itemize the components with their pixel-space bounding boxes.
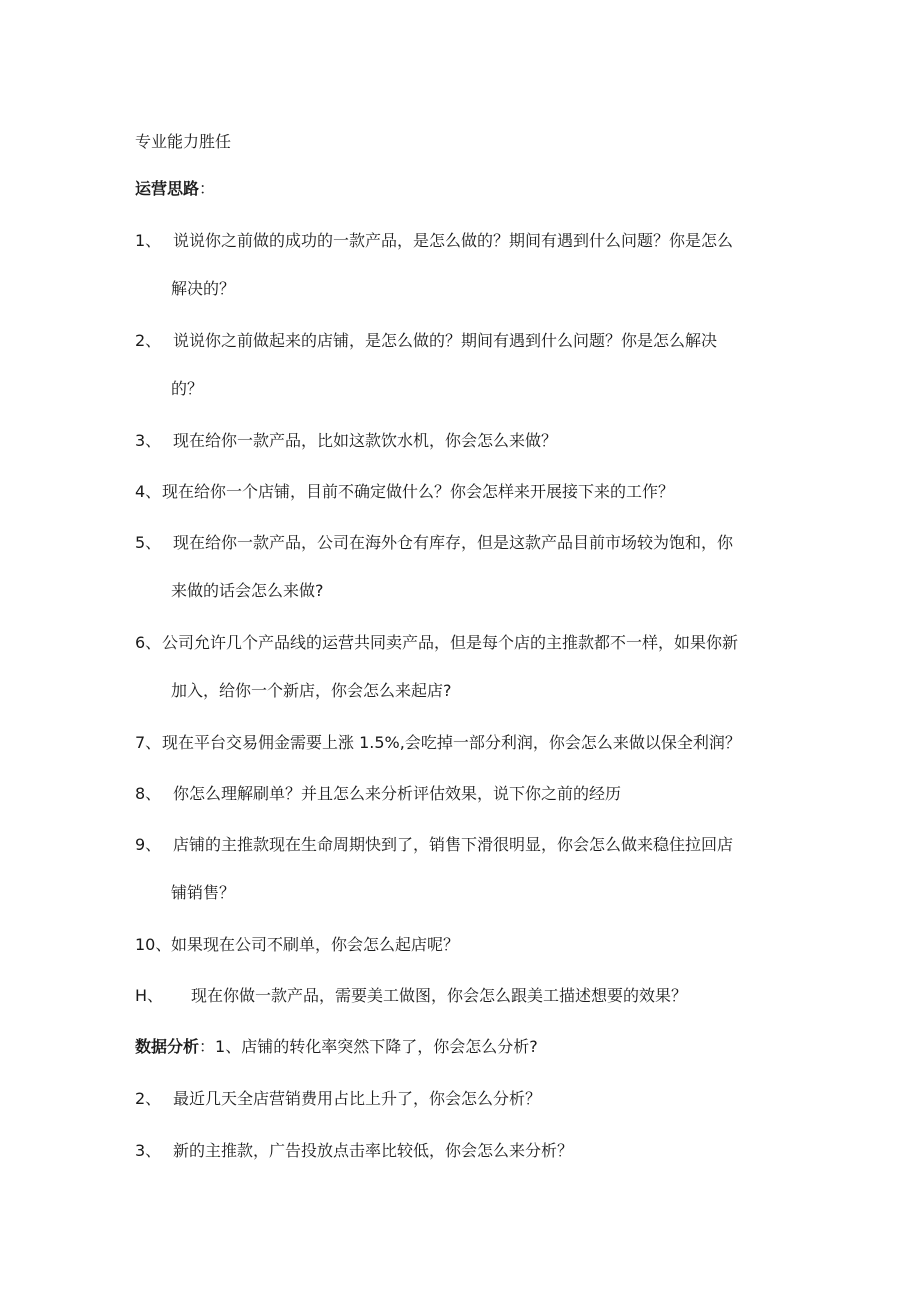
list-item [135,732,741,754]
section-label-data [135,1036,538,1058]
section-label-ops [135,178,215,200]
data-label-suffix: ： [199,1037,216,1056]
list-item [135,330,717,352]
item-text: 新的主推款，广告投放点击率比较低，你会怎么来分析？ [173,1141,574,1160]
item-text: 现在给你一个店铺，目前不确定做什么？你会怎样来开展接下来的工作？ [162,482,675,501]
item-number: 1、 [135,231,162,250]
item-continuation: 加入，给你一个新店，你会怎么来起店? [171,681,452,700]
item-number: H、 [135,986,164,1005]
item-continuation: 来做的话会怎么来做? [171,581,324,600]
item-number: 8、 [135,784,162,803]
item-text: 说说你之前做的成功的一款产品，是怎么做的？期间有遇到什么问题？你是怎么 [173,231,734,250]
list-item [135,430,557,452]
list-item [135,230,733,252]
item-number: 5、 [135,533,162,552]
ops-label-suffix: ： [199,179,216,198]
item-number: 2、 [135,1089,162,1108]
item-number: 4、 [135,482,162,501]
item-number: 3、 [135,431,162,450]
item-number: 2、 [135,331,162,350]
list-item [135,834,733,856]
list-item [135,1140,573,1162]
item-text: 你怎么理解刷单？并且怎么来分析评估效果，说下你之前的经历 [173,784,622,803]
list-item [135,481,674,503]
item-text: 店铺的主推款现在生命周期快到了，销售下滑很明显，你会怎么做来稳住拉回店 [173,835,734,854]
list-item [135,632,738,654]
item-text: 公司允许几个产品线的运营共同卖产品，但是每个店的主推款都不一样，如果你新 [162,633,739,652]
ops-label: 运营思路 [135,179,200,198]
item-number: 9、 [135,835,162,854]
list-item [135,783,621,805]
item-number: 10、 [135,935,172,954]
item-number: 3、 [135,1141,162,1160]
page-heading: 专业能力胜任 [135,132,232,151]
item-continuation: 解决的？ [171,279,236,298]
item-number: 6、 [135,633,162,652]
item-continuation: 铺销售？ [171,883,236,902]
list-item [135,1088,541,1110]
item-text: 现在你做一款产品，需要美工做图，你会怎么跟美工描述想要的效果？ [191,986,688,1005]
list-item [135,985,687,1007]
item-text: 如果现在公司不刷单，你会怎么起店呢？ [171,935,460,954]
data-label: 数据分析 [135,1037,200,1056]
item-text: 现在平台交易佣金需要上涨 1.5%,会吃掉一部分利润，你会怎么来做以保全利润？ [162,733,741,752]
list-item [135,532,733,554]
item-text: 最近几天全店营销费用占比上升了，你会怎么分析？ [173,1089,542,1108]
item-text: 现在给你一款产品，公司在海外仓有库存，但是这款产品目前市场较为饱和，你 [173,533,734,552]
item-text: 1、店铺的转化率突然下降了，你会怎么分析? [215,1037,538,1056]
item-text: 现在给你一款产品，比如这款饮水机，你会怎么来做？ [173,431,558,450]
item-continuation: 的？ [171,379,204,398]
item-text: 说说你之前做起来的店铺，是怎么做的？期间有遇到什么问题？你是怎么解决 [173,331,718,350]
item-number: 7、 [135,733,162,752]
list-item [135,934,459,956]
